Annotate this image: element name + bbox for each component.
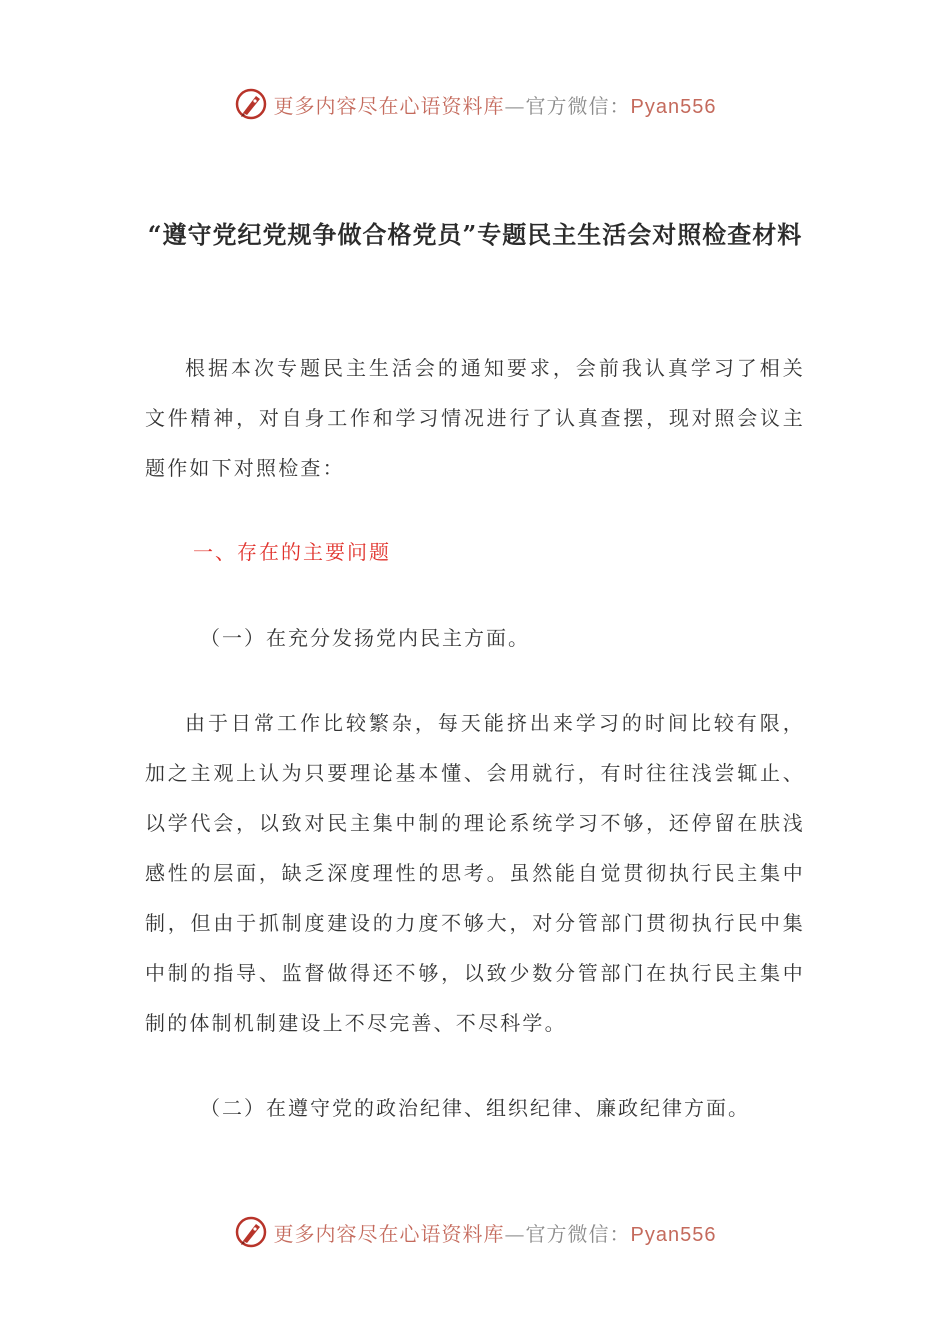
document-title: “遵守党纪党规争做合格党员”专题民主生活会对照检查材料	[147, 220, 803, 249]
pen-nib-logo-icon	[234, 87, 268, 121]
banner-wechat-id: Pyan556	[630, 1223, 717, 1246]
subsection-body-1: 由于日常工作比较繁杂，每天能挤出来学习的时间比较有限，加之主观上认为只要理论基本懂、会用就行，有时往往浅尝辄止、以学代会，以致对民主集中制的理论系统学习不够，还停留在肤浅感性的层面，缺乏深度理性的思考。虽然能自觉贯彻执行民主集中制，但由于抓制度建设的力度不够大，对分管部门贯彻执行民中集中制的指导、监督做得还不够，以致少数分管部门在执行民主集中制的体制机制建设上不尽完善、不尽科学。	[145, 711, 805, 1035]
banner-site-text: 更多内容尽在心语资料库	[273, 1221, 505, 1246]
header-banner	[0, 84, 950, 124]
banner-wechat-id: Pyan556	[630, 95, 717, 118]
banner-dash: —	[504, 93, 526, 118]
pen-nib-logo-icon	[234, 1215, 268, 1249]
banner-text	[274, 1218, 717, 1247]
footer-banner	[0, 1212, 950, 1252]
banner-dash: —	[504, 1221, 526, 1246]
intro-paragraph: 根据本次专题民主生活会的通知要求，会前我认真学习了相关文件精神，对自身工作和学习情况进行了认真查摆，现对照会议主题作如下对照检查：	[145, 356, 805, 480]
section-heading-problems: 一、存在的主要问题	[193, 540, 391, 564]
banner-wechat-label: 官方微信：	[525, 1221, 631, 1246]
banner-text	[274, 90, 717, 119]
banner-wechat-label: 官方微信：	[525, 93, 631, 118]
subsection-heading-2: （二）在遵守党的政治纪律、组织纪律、廉政纪律方面。	[200, 1096, 750, 1120]
subsection-heading-1: （一）在充分发扬党内民主方面。	[200, 626, 530, 650]
banner-site-text: 更多内容尽在心语资料库	[273, 93, 505, 118]
